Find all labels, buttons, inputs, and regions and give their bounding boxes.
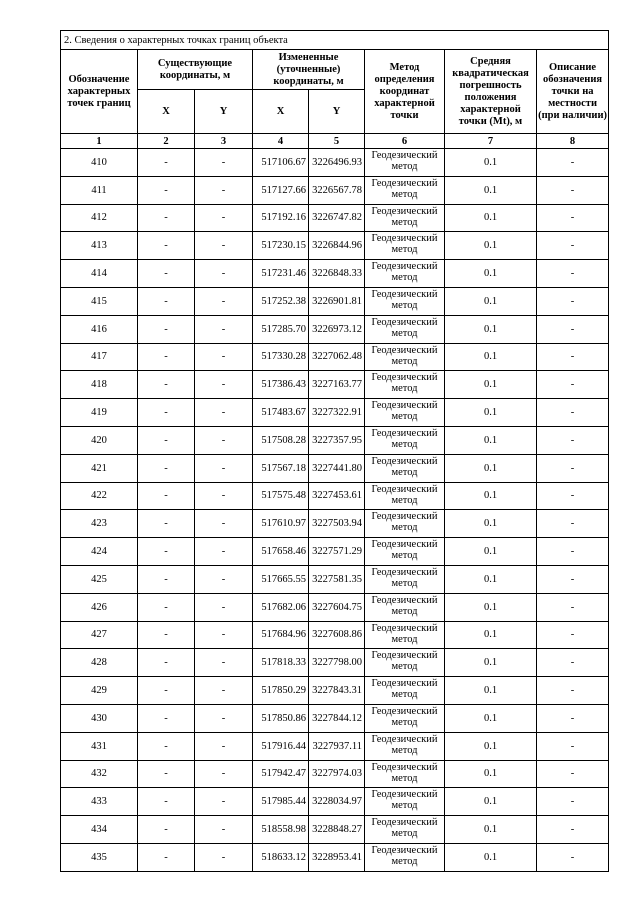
existing-x-cell: - bbox=[138, 593, 195, 621]
existing-y-cell: - bbox=[195, 232, 253, 260]
existing-x-cell: - bbox=[138, 315, 195, 343]
existing-x-cell: - bbox=[138, 232, 195, 260]
changed-y-cell: 3226567.78 bbox=[309, 176, 365, 204]
table-row bbox=[61, 760, 609, 788]
existing-y-cell: - bbox=[195, 454, 253, 482]
error-cell: 0.1 bbox=[445, 843, 537, 871]
description-cell: - bbox=[537, 760, 609, 788]
existing-x-cell: - bbox=[138, 538, 195, 566]
method-cell: Геодезический метод bbox=[365, 482, 445, 510]
error-cell: 0.1 bbox=[445, 760, 537, 788]
description-cell: - bbox=[537, 204, 609, 232]
table-row bbox=[61, 621, 609, 649]
error-cell: 0.1 bbox=[445, 204, 537, 232]
changed-x-cell: 517230.15 bbox=[253, 232, 309, 260]
method-cell: Геодезический метод bbox=[365, 649, 445, 677]
description-cell: - bbox=[537, 232, 609, 260]
table-row bbox=[61, 399, 609, 427]
method-cell: Геодезический метод bbox=[365, 149, 445, 177]
existing-x-cell: - bbox=[138, 565, 195, 593]
changed-y-cell: 3226973.12 bbox=[309, 315, 365, 343]
method-cell: Геодезический метод bbox=[365, 232, 445, 260]
point-cell: 416 bbox=[61, 315, 138, 343]
existing-x-cell: - bbox=[138, 510, 195, 538]
table-row bbox=[61, 732, 609, 760]
changed-x-cell: 517127.66 bbox=[253, 176, 309, 204]
changed-y-cell: 3227608.86 bbox=[309, 621, 365, 649]
column-number: 1 bbox=[61, 134, 138, 149]
description-cell: - bbox=[537, 788, 609, 816]
description-cell: - bbox=[537, 732, 609, 760]
table-row bbox=[61, 816, 609, 844]
error-cell: 0.1 bbox=[445, 371, 537, 399]
description-cell: - bbox=[537, 454, 609, 482]
existing-y-cell: - bbox=[195, 788, 253, 816]
changed-x-cell: 517567.18 bbox=[253, 454, 309, 482]
existing-y-cell: - bbox=[195, 760, 253, 788]
existing-x-cell: - bbox=[138, 260, 195, 288]
existing-x-cell: - bbox=[138, 704, 195, 732]
existing-y-cell: - bbox=[195, 399, 253, 427]
point-cell: 415 bbox=[61, 287, 138, 315]
description-cell: - bbox=[537, 260, 609, 288]
header-description: Описание обозначения точки на местности (при наличии) bbox=[537, 50, 609, 134]
table-row bbox=[61, 593, 609, 621]
error-cell: 0.1 bbox=[445, 343, 537, 371]
error-cell: 0.1 bbox=[445, 788, 537, 816]
existing-y-cell: - bbox=[195, 677, 253, 705]
method-cell: Геодезический метод bbox=[365, 287, 445, 315]
changed-x-cell: 517106.67 bbox=[253, 149, 309, 177]
existing-x-cell: - bbox=[138, 343, 195, 371]
changed-y-cell: 3226901.81 bbox=[309, 287, 365, 315]
header-changed-y: Y bbox=[309, 90, 365, 134]
method-cell: Геодезический метод bbox=[365, 538, 445, 566]
existing-y-cell: - bbox=[195, 816, 253, 844]
existing-x-cell: - bbox=[138, 482, 195, 510]
error-cell: 0.1 bbox=[445, 649, 537, 677]
point-cell: 426 bbox=[61, 593, 138, 621]
table-row bbox=[61, 454, 609, 482]
column-number: 8 bbox=[537, 134, 609, 149]
point-cell: 435 bbox=[61, 843, 138, 871]
description-cell: - bbox=[537, 149, 609, 177]
changed-y-cell: 3226496.93 bbox=[309, 149, 365, 177]
existing-x-cell: - bbox=[138, 760, 195, 788]
method-cell: Геодезический метод bbox=[365, 843, 445, 871]
point-cell: 428 bbox=[61, 649, 138, 677]
point-cell: 427 bbox=[61, 621, 138, 649]
method-cell: Геодезический метод bbox=[365, 565, 445, 593]
changed-y-cell: 3227937.11 bbox=[309, 732, 365, 760]
changed-x-cell: 517508.28 bbox=[253, 426, 309, 454]
description-cell: - bbox=[537, 371, 609, 399]
error-cell: 0.1 bbox=[445, 482, 537, 510]
changed-y-cell: 3227163.77 bbox=[309, 371, 365, 399]
existing-y-cell: - bbox=[195, 843, 253, 871]
error-cell: 0.1 bbox=[445, 816, 537, 844]
existing-y-cell: - bbox=[195, 510, 253, 538]
changed-x-cell: 517665.55 bbox=[253, 565, 309, 593]
point-cell: 434 bbox=[61, 816, 138, 844]
changed-y-cell: 3228034.97 bbox=[309, 788, 365, 816]
method-cell: Геодезический метод bbox=[365, 677, 445, 705]
table-row bbox=[61, 204, 609, 232]
error-cell: 0.1 bbox=[445, 454, 537, 482]
table-row bbox=[61, 788, 609, 816]
table-row bbox=[61, 565, 609, 593]
point-cell: 423 bbox=[61, 510, 138, 538]
column-number: 7 bbox=[445, 134, 537, 149]
method-cell: Геодезический метод bbox=[365, 260, 445, 288]
error-cell: 0.1 bbox=[445, 621, 537, 649]
column-number: 2 bbox=[138, 134, 195, 149]
changed-x-cell: 517916.44 bbox=[253, 732, 309, 760]
table-row bbox=[61, 510, 609, 538]
point-cell: 420 bbox=[61, 426, 138, 454]
changed-x-cell: 517985.44 bbox=[253, 788, 309, 816]
table-row bbox=[61, 315, 609, 343]
description-cell: - bbox=[537, 843, 609, 871]
existing-y-cell: - bbox=[195, 149, 253, 177]
error-cell: 0.1 bbox=[445, 732, 537, 760]
description-cell: - bbox=[537, 677, 609, 705]
existing-x-cell: - bbox=[138, 649, 195, 677]
error-cell: 0.1 bbox=[445, 287, 537, 315]
existing-y-cell: - bbox=[195, 426, 253, 454]
boundary-points-table bbox=[60, 30, 609, 872]
table-row bbox=[61, 482, 609, 510]
header-designation: Обозначение характерных точек границ bbox=[61, 50, 138, 134]
changed-x-cell: 518558.98 bbox=[253, 816, 309, 844]
existing-y-cell: - bbox=[195, 287, 253, 315]
point-cell: 410 bbox=[61, 149, 138, 177]
changed-y-cell: 3227974.03 bbox=[309, 760, 365, 788]
changed-y-cell: 3226844.96 bbox=[309, 232, 365, 260]
point-cell: 411 bbox=[61, 176, 138, 204]
existing-y-cell: - bbox=[195, 593, 253, 621]
header-mean-square-error: Средняя квадратическая погрешность положения характерной точки (Mt), м bbox=[445, 50, 537, 134]
existing-x-cell: - bbox=[138, 788, 195, 816]
existing-x-cell: - bbox=[138, 621, 195, 649]
changed-y-cell: 3227581.35 bbox=[309, 565, 365, 593]
point-cell: 424 bbox=[61, 538, 138, 566]
existing-y-cell: - bbox=[195, 315, 253, 343]
changed-x-cell: 517610.97 bbox=[253, 510, 309, 538]
header-changed-coordinates: Измененные (уточненные) координаты, м bbox=[253, 50, 365, 90]
changed-y-cell: 3227453.61 bbox=[309, 482, 365, 510]
description-cell: - bbox=[537, 565, 609, 593]
description-cell: - bbox=[537, 315, 609, 343]
point-cell: 433 bbox=[61, 788, 138, 816]
changed-x-cell: 517850.29 bbox=[253, 677, 309, 705]
existing-y-cell: - bbox=[195, 565, 253, 593]
method-cell: Геодезический метод bbox=[365, 704, 445, 732]
existing-y-cell: - bbox=[195, 538, 253, 566]
error-cell: 0.1 bbox=[445, 538, 537, 566]
point-cell: 431 bbox=[61, 732, 138, 760]
table-row bbox=[61, 649, 609, 677]
changed-y-cell: 3227843.31 bbox=[309, 677, 365, 705]
changed-x-cell: 517575.48 bbox=[253, 482, 309, 510]
existing-x-cell: - bbox=[138, 399, 195, 427]
point-cell: 429 bbox=[61, 677, 138, 705]
existing-y-cell: - bbox=[195, 704, 253, 732]
changed-x-cell: 517684.96 bbox=[253, 621, 309, 649]
table-row bbox=[61, 176, 609, 204]
changed-y-cell: 3227571.29 bbox=[309, 538, 365, 566]
existing-x-cell: - bbox=[138, 287, 195, 315]
changed-y-cell: 3227441.80 bbox=[309, 454, 365, 482]
description-cell: - bbox=[537, 287, 609, 315]
description-cell: - bbox=[537, 343, 609, 371]
method-cell: Геодезический метод bbox=[365, 593, 445, 621]
header-existing-x: X bbox=[138, 90, 195, 134]
error-cell: 0.1 bbox=[445, 426, 537, 454]
method-cell: Геодезический метод bbox=[365, 204, 445, 232]
description-cell: - bbox=[537, 510, 609, 538]
table-row bbox=[61, 287, 609, 315]
method-cell: Геодезический метод bbox=[365, 760, 445, 788]
method-cell: Геодезический метод bbox=[365, 315, 445, 343]
header-method: Метод определения координат характерной точки bbox=[365, 50, 445, 134]
existing-y-cell: - bbox=[195, 204, 253, 232]
existing-x-cell: - bbox=[138, 732, 195, 760]
point-cell: 412 bbox=[61, 204, 138, 232]
column-number-row bbox=[61, 134, 609, 149]
description-cell: - bbox=[537, 538, 609, 566]
existing-x-cell: - bbox=[138, 677, 195, 705]
existing-x-cell: - bbox=[138, 426, 195, 454]
changed-x-cell: 517658.46 bbox=[253, 538, 309, 566]
table-row bbox=[61, 704, 609, 732]
changed-x-cell: 517252.38 bbox=[253, 287, 309, 315]
changed-x-cell: 517386.43 bbox=[253, 371, 309, 399]
changed-x-cell: 517818.33 bbox=[253, 649, 309, 677]
changed-y-cell: 3227798.00 bbox=[309, 649, 365, 677]
error-cell: 0.1 bbox=[445, 149, 537, 177]
error-cell: 0.1 bbox=[445, 510, 537, 538]
method-cell: Геодезический метод bbox=[365, 621, 445, 649]
changed-x-cell: 517942.47 bbox=[253, 760, 309, 788]
column-number: 6 bbox=[365, 134, 445, 149]
changed-x-cell: 518633.12 bbox=[253, 843, 309, 871]
method-cell: Геодезический метод bbox=[365, 426, 445, 454]
error-cell: 0.1 bbox=[445, 232, 537, 260]
error-cell: 0.1 bbox=[445, 176, 537, 204]
existing-y-cell: - bbox=[195, 732, 253, 760]
point-cell: 419 bbox=[61, 399, 138, 427]
method-cell: Геодезический метод bbox=[365, 454, 445, 482]
changed-x-cell: 517285.70 bbox=[253, 315, 309, 343]
error-cell: 0.1 bbox=[445, 260, 537, 288]
description-cell: - bbox=[537, 816, 609, 844]
changed-y-cell: 3226848.33 bbox=[309, 260, 365, 288]
existing-y-cell: - bbox=[195, 343, 253, 371]
description-cell: - bbox=[537, 399, 609, 427]
table-row bbox=[61, 371, 609, 399]
changed-y-cell: 3227844.12 bbox=[309, 704, 365, 732]
table-row bbox=[61, 232, 609, 260]
existing-x-cell: - bbox=[138, 149, 195, 177]
description-cell: - bbox=[537, 426, 609, 454]
method-cell: Геодезический метод bbox=[365, 343, 445, 371]
method-cell: Геодезический метод bbox=[365, 176, 445, 204]
header-changed-x: X bbox=[253, 90, 309, 134]
changed-y-cell: 3227503.94 bbox=[309, 510, 365, 538]
existing-y-cell: - bbox=[195, 176, 253, 204]
method-cell: Геодезический метод bbox=[365, 510, 445, 538]
table-row bbox=[61, 843, 609, 871]
column-number: 3 bbox=[195, 134, 253, 149]
changed-x-cell: 517682.06 bbox=[253, 593, 309, 621]
header-existing-coordinates: Существующие координаты, м bbox=[138, 50, 253, 90]
point-cell: 418 bbox=[61, 371, 138, 399]
changed-x-cell: 517330.28 bbox=[253, 343, 309, 371]
section-title: 2. Сведения о характерных точках границ объекта bbox=[61, 31, 609, 50]
changed-y-cell: 3227357.95 bbox=[309, 426, 365, 454]
changed-x-cell: 517231.46 bbox=[253, 260, 309, 288]
table-row bbox=[61, 149, 609, 177]
method-cell: Геодезический метод bbox=[365, 816, 445, 844]
table-row bbox=[61, 260, 609, 288]
table-row bbox=[61, 426, 609, 454]
column-number: 5 bbox=[309, 134, 365, 149]
point-cell: 421 bbox=[61, 454, 138, 482]
changed-y-cell: 3228953.41 bbox=[309, 843, 365, 871]
description-cell: - bbox=[537, 704, 609, 732]
changed-y-cell: 3228848.27 bbox=[309, 816, 365, 844]
point-cell: 430 bbox=[61, 704, 138, 732]
changed-y-cell: 3226747.82 bbox=[309, 204, 365, 232]
existing-x-cell: - bbox=[138, 371, 195, 399]
changed-x-cell: 517192.16 bbox=[253, 204, 309, 232]
table-row bbox=[61, 677, 609, 705]
method-cell: Геодезический метод bbox=[365, 399, 445, 427]
method-cell: Геодезический метод bbox=[365, 788, 445, 816]
point-cell: 422 bbox=[61, 482, 138, 510]
error-cell: 0.1 bbox=[445, 593, 537, 621]
existing-x-cell: - bbox=[138, 454, 195, 482]
error-cell: 0.1 bbox=[445, 399, 537, 427]
existing-y-cell: - bbox=[195, 371, 253, 399]
description-cell: - bbox=[537, 649, 609, 677]
changed-x-cell: 517483.67 bbox=[253, 399, 309, 427]
existing-x-cell: - bbox=[138, 816, 195, 844]
column-number: 4 bbox=[253, 134, 309, 149]
changed-y-cell: 3227604.75 bbox=[309, 593, 365, 621]
existing-x-cell: - bbox=[138, 176, 195, 204]
existing-y-cell: - bbox=[195, 482, 253, 510]
method-cell: Геодезический метод bbox=[365, 371, 445, 399]
point-cell: 432 bbox=[61, 760, 138, 788]
point-cell: 414 bbox=[61, 260, 138, 288]
point-cell: 425 bbox=[61, 565, 138, 593]
table-row bbox=[61, 538, 609, 566]
error-cell: 0.1 bbox=[445, 704, 537, 732]
method-cell: Геодезический метод bbox=[365, 732, 445, 760]
description-cell: - bbox=[537, 176, 609, 204]
header-existing-y: Y bbox=[195, 90, 253, 134]
table-row bbox=[61, 343, 609, 371]
error-cell: 0.1 bbox=[445, 677, 537, 705]
description-cell: - bbox=[537, 593, 609, 621]
changed-y-cell: 3227062.48 bbox=[309, 343, 365, 371]
existing-y-cell: - bbox=[195, 621, 253, 649]
error-cell: 0.1 bbox=[445, 565, 537, 593]
existing-x-cell: - bbox=[138, 843, 195, 871]
changed-x-cell: 517850.86 bbox=[253, 704, 309, 732]
description-cell: - bbox=[537, 621, 609, 649]
existing-y-cell: - bbox=[195, 260, 253, 288]
point-cell: 413 bbox=[61, 232, 138, 260]
existing-x-cell: - bbox=[138, 204, 195, 232]
point-cell: 417 bbox=[61, 343, 138, 371]
changed-y-cell: 3227322.91 bbox=[309, 399, 365, 427]
error-cell: 0.1 bbox=[445, 315, 537, 343]
description-cell: - bbox=[537, 482, 609, 510]
existing-y-cell: - bbox=[195, 649, 253, 677]
